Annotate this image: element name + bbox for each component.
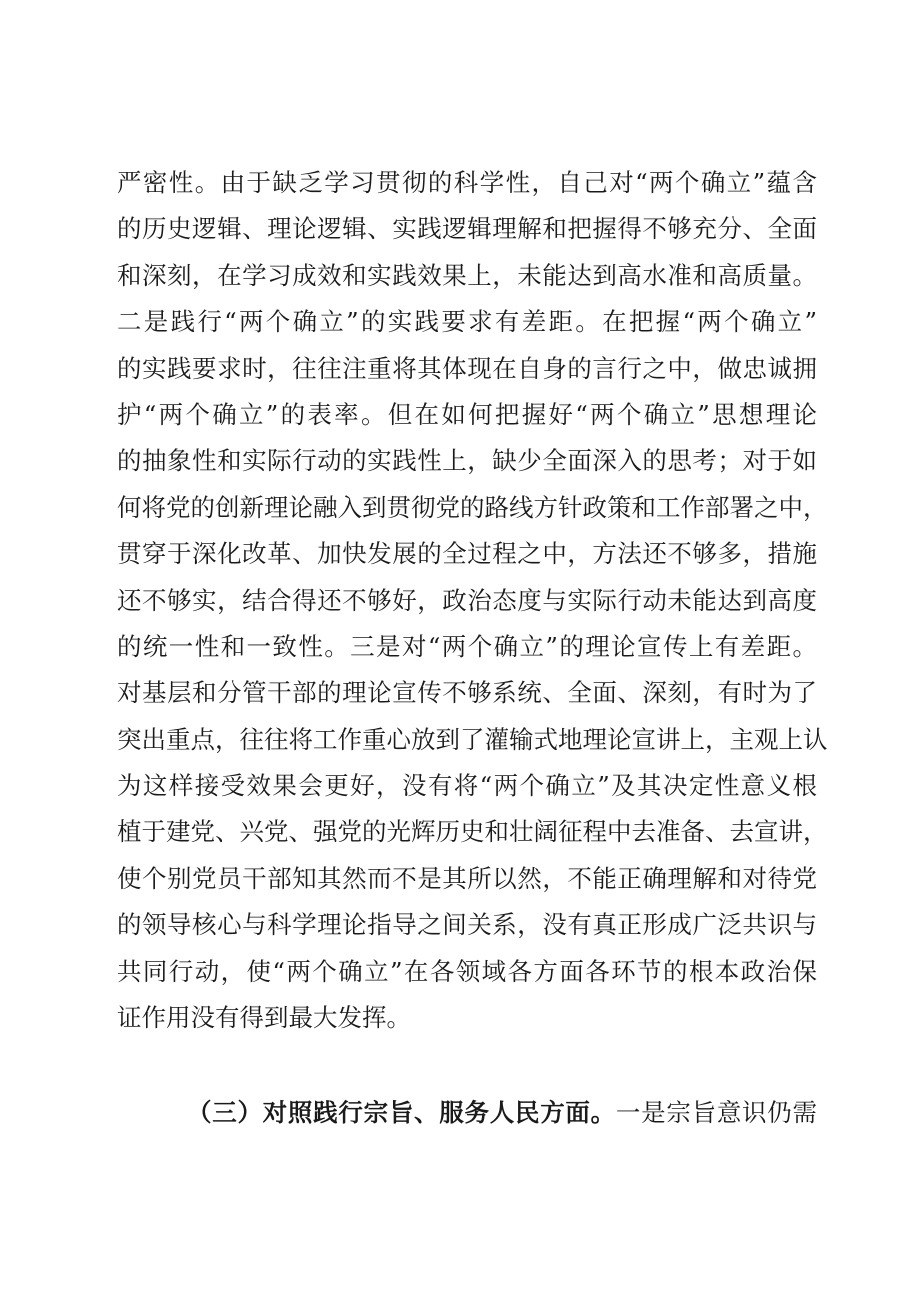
- body-line: 的统一性和一致性。三是对“两个确立”的理论宣传上有差距。: [117, 631, 817, 661]
- body-line: 对基层和分管干部的理论宣传不够系统、全面、深刻，有时为了: [117, 678, 817, 708]
- section-heading-text: 一是宗旨意识仍需: [615, 1098, 818, 1127]
- body-line: 使个别党员干部知其然而不是其所以然，不能正确理解和对待党: [117, 863, 817, 893]
- body-line: 突出重点，往往将工作重心放到了灌输式地理论宣讲上，主观上认: [117, 724, 828, 754]
- body-line: 的领导核心与科学理论指导之间关系，没有真正形成广泛共识与: [117, 910, 817, 940]
- body-line: 的实践要求时，往往注重将其体现在自身的言行之中，做忠诚拥: [117, 353, 817, 383]
- body-line: 的抽象性和实际行动的实践性上，缺少全面深入的思考；对于如: [117, 446, 817, 476]
- body-line: 严密性。由于缺乏学习贯彻的科学性，自己对“两个确立”蕴含: [117, 168, 817, 197]
- body-line: 共同行动，使“两个确立”在各领域各方面各环节的根本政治保: [117, 956, 817, 986]
- body-line: 二是践行“两个确立”的实践要求有差距。在把握“两个确立”: [117, 307, 817, 337]
- body-line: 为这样接受效果会更好，没有将“两个确立”及其决定性意义根: [117, 771, 817, 801]
- body-line: 何将党的创新理论融入到贯彻党的路线方针政策和工作部署之中，: [117, 492, 828, 522]
- body-line: 还不够实，结合得还不够好，政治态度与实际行动未能达到高度: [117, 585, 817, 615]
- body-line: 贯穿于深化改革、加快发展的全过程之中，方法还不够多，措施: [117, 539, 817, 569]
- section-heading: [187, 1090, 817, 1136]
- body-paragraph: [117, 160, 828, 1041]
- body-line: 和深刻，在学习成效和实践效果上，未能达到高水准和高质量。: [117, 260, 817, 290]
- body-line: 植于建党、兴党、强党的光辉历史和壮阔征程中去准备、去宣讲，: [117, 817, 828, 847]
- body-line: 的历史逻辑、理论逻辑、实践逻辑理解和把握得不够充分、全面: [117, 214, 817, 244]
- body-line: 证作用没有得到最大发挥。: [117, 1003, 411, 1033]
- body-line: 护“两个确立”的表率。但在如何把握好“两个确立”思想理论: [117, 399, 817, 429]
- section-heading-title: （三）对照践行宗旨、服务人民方面。: [187, 1098, 616, 1127]
